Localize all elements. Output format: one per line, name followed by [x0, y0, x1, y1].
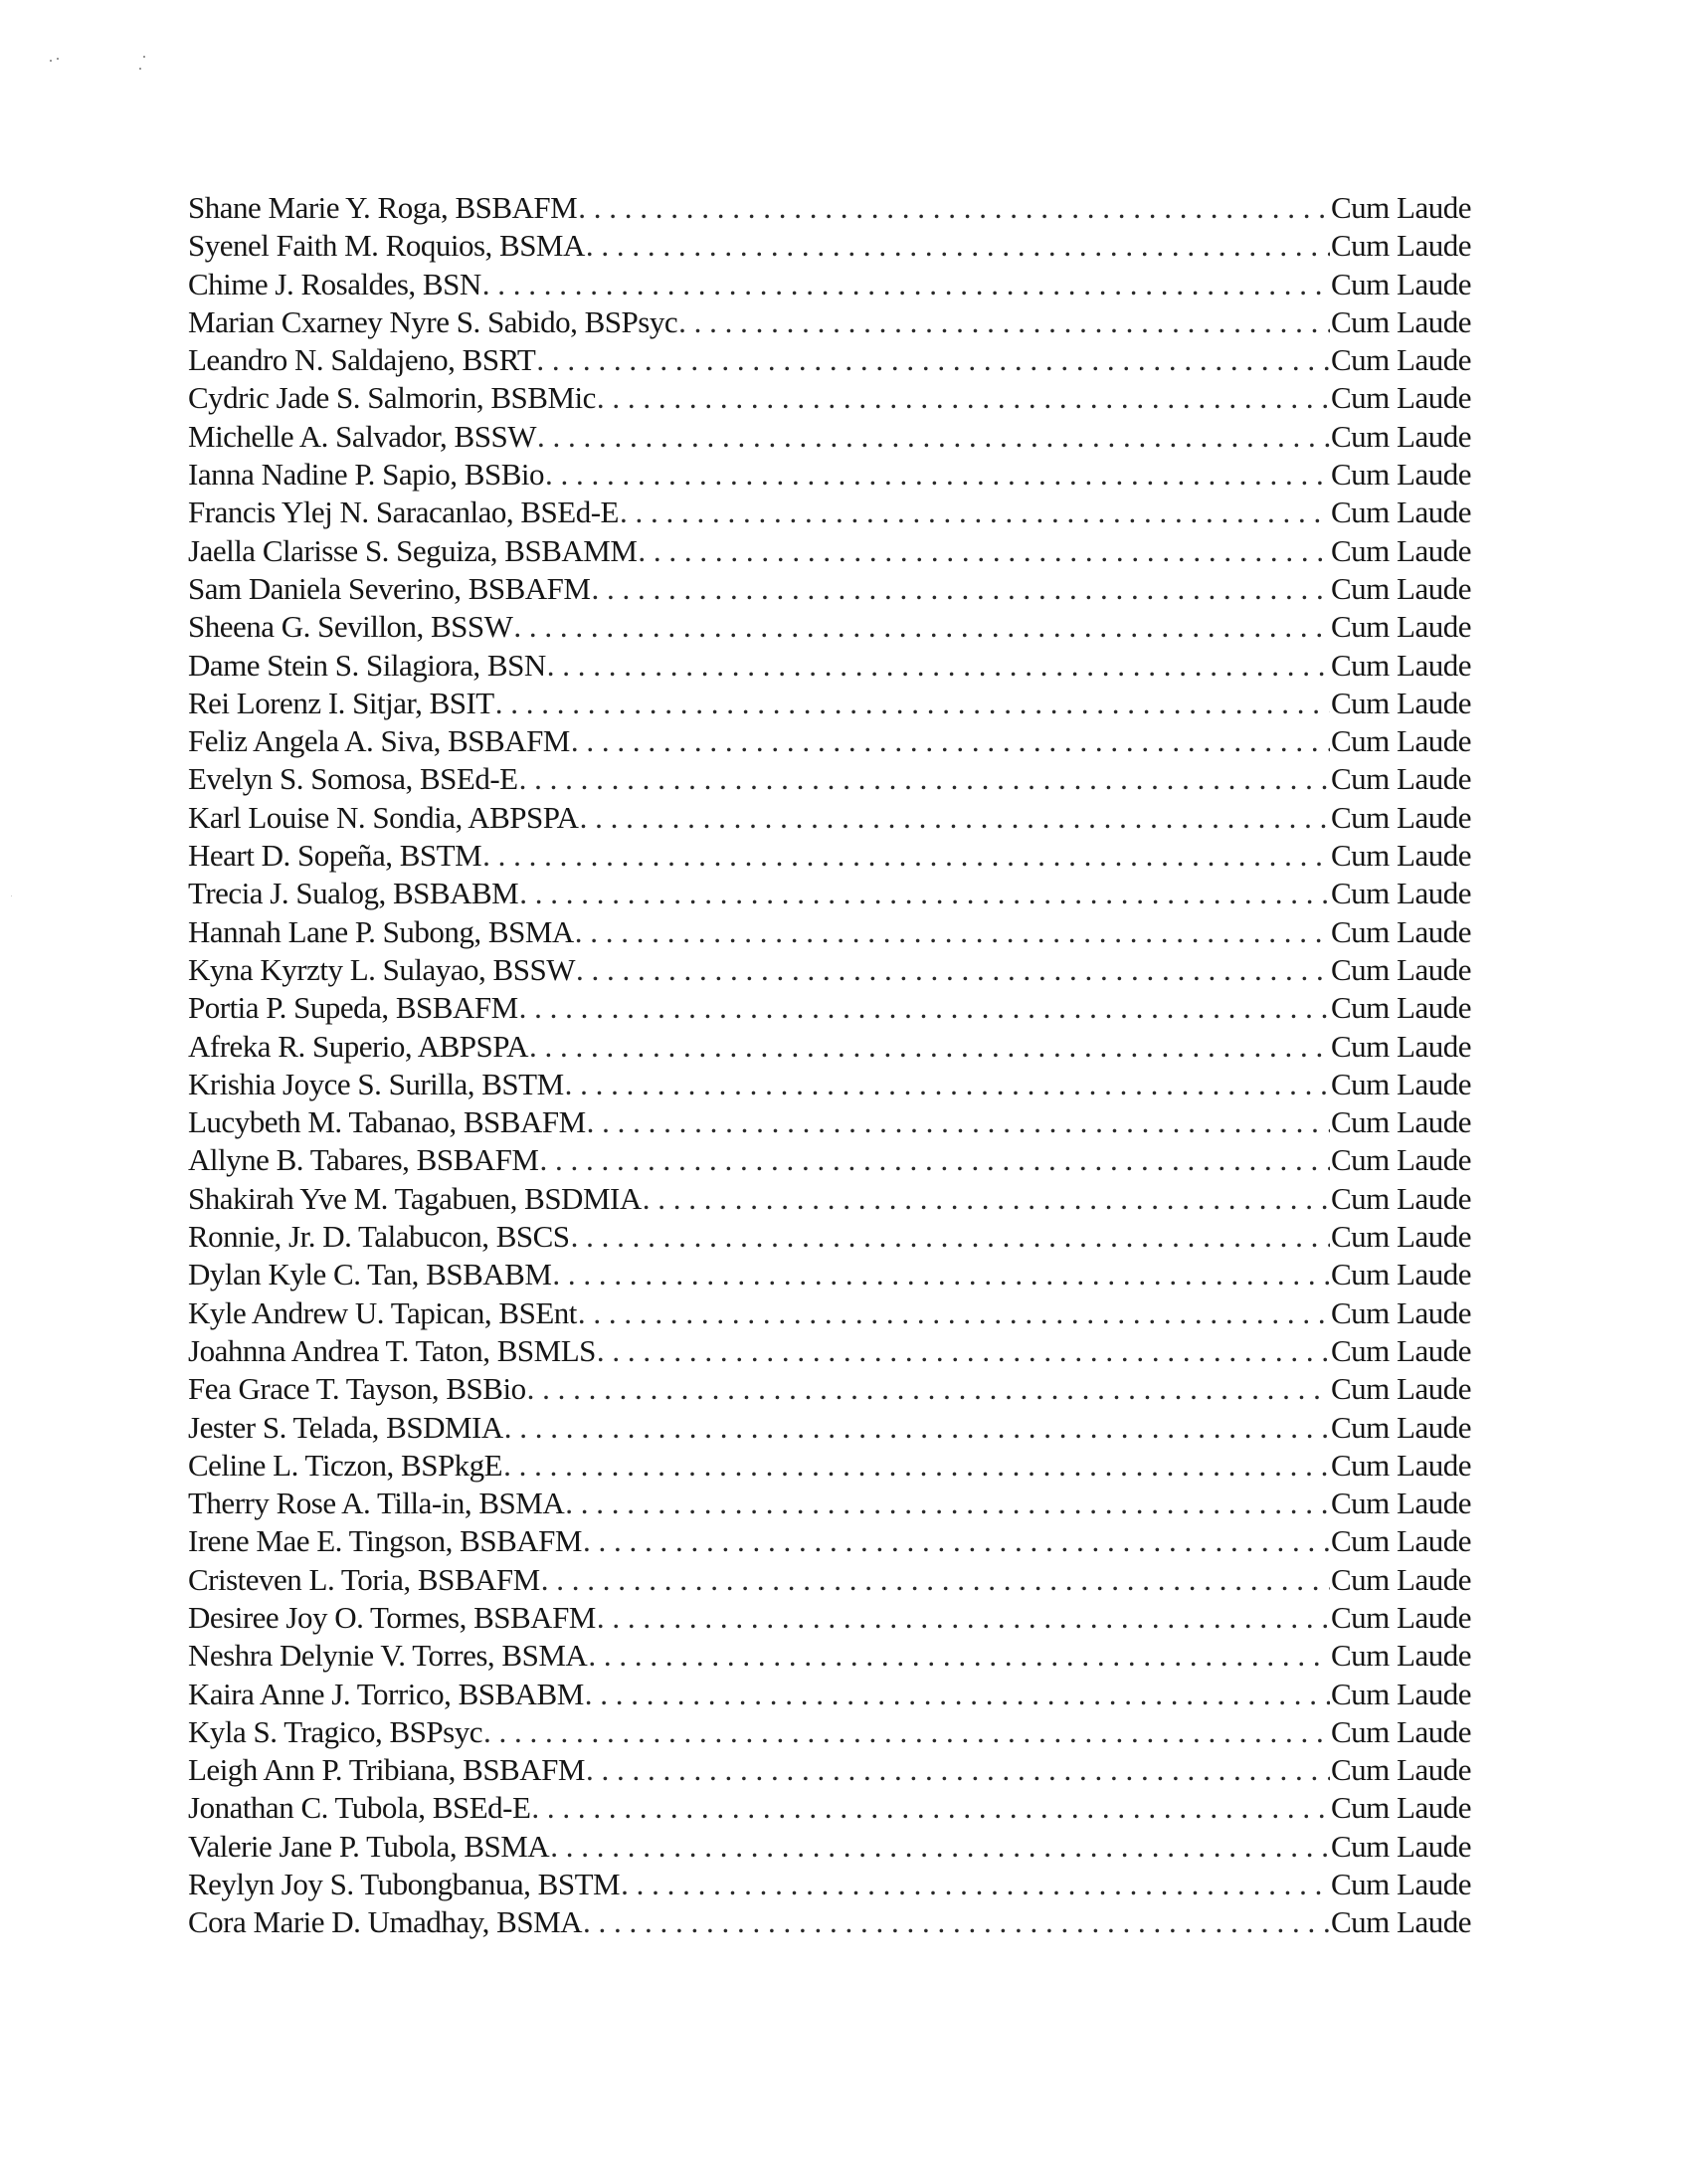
- graduate-name: Portia P. Supeda, BSBAFM: [188, 990, 518, 1026]
- honor-label: Cum Laude: [1331, 1523, 1471, 1559]
- honor-label: Cum Laude: [1331, 532, 1471, 568]
- honor-label: Cum Laude: [1331, 838, 1471, 874]
- graduate-name: Leigh Ann P. Tribiana, BSBAFM: [188, 1752, 585, 1788]
- honor-label: Cum Laude: [1331, 799, 1471, 835]
- dot-leader: [575, 913, 1330, 951]
- dot-leader: [597, 379, 1330, 417]
- honor-label: Cum Laude: [1331, 303, 1471, 339]
- graduate-name: Krishia Joyce S. Surilla, BSTM: [188, 1066, 564, 1101]
- honor-label: Cum Laude: [1331, 913, 1471, 949]
- dot-leader: [571, 722, 1330, 760]
- list-item: [188, 227, 1471, 265]
- graduate-name: Sam Daniela Severino, BSBAFM: [188, 570, 591, 606]
- list-item: [188, 1866, 1471, 1903]
- dot-leader: [580, 799, 1330, 837]
- dot-leader: [539, 1141, 1330, 1179]
- scan-speck: [50, 60, 52, 62]
- honor-label: Cum Laude: [1331, 609, 1471, 645]
- list-item: [188, 1828, 1471, 1866]
- list-item: [188, 418, 1471, 456]
- list-item: [188, 989, 1471, 1027]
- graduate-name: Reylyn Joy S. Tubongbanua, BSTM: [188, 1867, 621, 1902]
- dot-leader: [586, 1751, 1330, 1789]
- list-item: [188, 532, 1471, 570]
- honor-label: Cum Laude: [1331, 1752, 1471, 1788]
- scan-speck: [139, 68, 141, 70]
- honor-label: Cum Laude: [1331, 1180, 1471, 1216]
- honor-label: Cum Laude: [1331, 1409, 1471, 1445]
- dot-leader: [550, 1828, 1330, 1866]
- dot-leader: [588, 1637, 1330, 1675]
- graduate-name: Chime J. Rosaldes, BSN: [188, 266, 481, 301]
- graduate-name: Afreka R. Superio, ABPSPA: [188, 1028, 529, 1064]
- honor-label: Cum Laude: [1331, 1599, 1471, 1635]
- honor-label: Cum Laude: [1331, 418, 1471, 454]
- list-item: [188, 913, 1471, 951]
- honor-label: Cum Laude: [1331, 1371, 1471, 1407]
- list-item: [188, 1522, 1471, 1560]
- graduate-name: Karl Louise N. Sondia, ABPSPA: [188, 799, 579, 835]
- dot-leader: [529, 1028, 1330, 1066]
- graduate-name: Cristeven L. Toria, BSBAFM: [188, 1561, 540, 1597]
- list-item: [188, 799, 1471, 837]
- list-item: [188, 1447, 1471, 1485]
- list-item: [188, 1332, 1471, 1370]
- list-item: [188, 1294, 1471, 1332]
- dot-leader: [585, 1676, 1330, 1713]
- graduate-name: Allyne B. Tabares, BSBAFM: [188, 1142, 539, 1178]
- list-item: [188, 1599, 1471, 1637]
- graduate-name: Cydric Jade S. Salmorin, BSBMic: [188, 380, 596, 416]
- honor-label: Cum Laude: [1331, 342, 1471, 378]
- graduate-name: Ronnie, Jr. D. Talabucon, BSCS: [188, 1219, 570, 1255]
- graduate-name: Dame Stein S. Silagiora, BSN: [188, 647, 546, 683]
- honor-label: Cum Laude: [1331, 1066, 1471, 1101]
- scan-speck: [57, 58, 59, 60]
- dot-leader: [483, 1713, 1330, 1751]
- honor-label: Cum Laude: [1331, 190, 1471, 225]
- list-item: [188, 1789, 1471, 1827]
- graduate-name: Cora Marie D. Umadhay, BSMA: [188, 1904, 583, 1940]
- graduate-name: Kyna Kyrzty L. Sulayao, BSSW: [188, 951, 575, 987]
- honor-label: Cum Laude: [1331, 1828, 1471, 1864]
- list-item: [188, 1713, 1471, 1751]
- dot-leader: [565, 1066, 1330, 1103]
- graduate-name: Jaella Clarisse S. Seguiza, BSBAMM: [188, 532, 638, 568]
- graduate-name: Sheena G. Sevillon, BSSW: [188, 609, 513, 645]
- honor-label: Cum Laude: [1331, 685, 1471, 720]
- dot-leader: [597, 1599, 1330, 1637]
- graduate-name: Shane Marie Y. Roga, BSBAFM: [188, 190, 578, 225]
- honor-label: Cum Laude: [1331, 1447, 1471, 1483]
- list-item: [188, 303, 1471, 341]
- graduate-name: Jester S. Telada, BSDMIA: [188, 1409, 503, 1445]
- honor-label: Cum Laude: [1331, 570, 1471, 606]
- dot-leader: [527, 1370, 1330, 1408]
- honor-label: Cum Laude: [1331, 990, 1471, 1026]
- dot-leader: [597, 1332, 1330, 1370]
- list-item: [188, 1180, 1471, 1218]
- honor-label: Cum Laude: [1331, 1904, 1471, 1940]
- honor-label: Cum Laude: [1331, 457, 1471, 493]
- list-item: [188, 1028, 1471, 1066]
- honor-label: Cum Laude: [1331, 1867, 1471, 1902]
- graduate-name: Kyle Andrew U. Tapican, BSEnt: [188, 1294, 577, 1330]
- dot-leader: [519, 989, 1330, 1027]
- graduate-name: Lucybeth M. Tabanao, BSBAFM: [188, 1104, 586, 1140]
- honor-label: Cum Laude: [1331, 1676, 1471, 1711]
- scan-speck: [143, 56, 145, 58]
- graduate-name: Therry Rose A. Tilla-in, BSMA: [188, 1486, 565, 1521]
- dot-leader: [565, 1485, 1330, 1522]
- dot-leader: [571, 1218, 1330, 1256]
- honor-label: Cum Laude: [1331, 1142, 1471, 1178]
- honor-label: Cum Laude: [1331, 380, 1471, 416]
- graduate-name: Joahnna Andrea T. Taton, BSMLS: [188, 1332, 596, 1368]
- list-item: [188, 685, 1471, 722]
- graduate-name: Trecia J. Sualog, BSBABM: [188, 876, 519, 911]
- dot-leader: [547, 647, 1330, 685]
- graduate-name: Hannah Lane P. Subong, BSMA: [188, 913, 574, 949]
- dot-leader: [482, 266, 1330, 303]
- list-item: [188, 1751, 1471, 1789]
- graduate-name: Shakirah Yve M. Tagabuen, BSDMIA: [188, 1180, 642, 1216]
- honor-label: Cum Laude: [1331, 266, 1471, 301]
- list-item: [188, 837, 1471, 875]
- graduate-name: Fea Grace T. Tayson, BSBio: [188, 1371, 526, 1407]
- graduate-name: Celine L. Ticzon, BSPkgE: [188, 1447, 503, 1483]
- dot-leader: [678, 303, 1330, 341]
- honor-label: Cum Laude: [1331, 951, 1471, 987]
- list-item: [188, 608, 1471, 646]
- dot-leader: [541, 1561, 1330, 1599]
- dot-leader: [537, 418, 1330, 456]
- list-item: [188, 189, 1471, 227]
- honor-label: Cum Laude: [1331, 1104, 1471, 1140]
- honor-label: Cum Laude: [1331, 1638, 1471, 1674]
- graduate-name: Jonathan C. Tubola, BSEd-E: [188, 1790, 531, 1826]
- graduate-name: Irene Mae E. Tingson, BSBAFM: [188, 1523, 582, 1559]
- dot-leader: [545, 456, 1330, 494]
- list-item: [188, 875, 1471, 912]
- honor-label: Cum Laude: [1331, 1332, 1471, 1368]
- list-item: [188, 1903, 1471, 1941]
- list-item: [188, 760, 1471, 798]
- graduate-name: Marian Cxarney Nyre S. Sabido, BSPsyc: [188, 303, 678, 339]
- list-item: [188, 722, 1471, 760]
- list-item: [188, 1485, 1471, 1522]
- honor-label: Cum Laude: [1331, 876, 1471, 911]
- graduate-name: Francis Ylej N. Saracanlao, BSEd-E: [188, 495, 619, 530]
- list-item: [188, 1066, 1471, 1103]
- list-item: [188, 1218, 1471, 1256]
- graduate-name: Syenel Faith M. Roquios, BSMA: [188, 228, 585, 264]
- list-item: [188, 379, 1471, 417]
- graduate-name: Heart D. Sopeña, BSTM: [188, 838, 482, 874]
- graduate-name: Neshra Delynie V. Torres, BSMA: [188, 1638, 588, 1674]
- graduate-name: Michelle A. Salvador, BSSW: [188, 418, 536, 454]
- graduate-name: Leandro N. Saldajeno, BSRT: [188, 342, 536, 378]
- graduate-name: Feliz Angela A. Siva, BSBAFM: [188, 723, 570, 759]
- honor-label: Cum Laude: [1331, 1790, 1471, 1826]
- list-item: [188, 570, 1471, 608]
- dot-leader: [578, 1294, 1330, 1332]
- dot-leader: [578, 189, 1330, 227]
- dot-leader: [552, 1256, 1330, 1293]
- dot-leader: [513, 608, 1330, 646]
- honor-label: Cum Laude: [1331, 647, 1471, 683]
- dot-leader: [583, 1903, 1330, 1941]
- honor-label: Cum Laude: [1331, 723, 1471, 759]
- list-item: [188, 1256, 1471, 1293]
- list-item: [188, 647, 1471, 685]
- list-item: [188, 494, 1471, 531]
- dot-leader: [583, 1522, 1330, 1560]
- dot-leader: [586, 227, 1330, 265]
- graduate-name: Dylan Kyle C. Tan, BSBABM: [188, 1257, 552, 1292]
- dot-leader: [638, 532, 1330, 570]
- graduate-name: Kaira Anne J. Torrico, BSBABM: [188, 1676, 584, 1711]
- scan-speck: [11, 895, 12, 896]
- list-item: [188, 1637, 1471, 1675]
- dot-leader: [519, 760, 1330, 798]
- graduate-name: Evelyn S. Somosa, BSEd-E: [188, 761, 518, 797]
- list-item: [188, 1561, 1471, 1599]
- honor-label: Cum Laude: [1331, 1028, 1471, 1064]
- graduate-name: Ianna Nadine P. Sapio, BSBio: [188, 457, 544, 493]
- dot-leader: [503, 1447, 1330, 1485]
- list-item: [188, 266, 1471, 303]
- dot-leader: [495, 685, 1330, 722]
- list-item: [188, 1409, 1471, 1447]
- list-item: [188, 456, 1471, 494]
- graduate-name: Desiree Joy O. Tormes, BSBAFM: [188, 1599, 596, 1635]
- dot-leader: [504, 1409, 1330, 1447]
- honor-label: Cum Laude: [1331, 761, 1471, 797]
- honor-label: Cum Laude: [1331, 1219, 1471, 1255]
- list-item: [188, 341, 1471, 379]
- honor-label: Cum Laude: [1331, 1486, 1471, 1521]
- graduate-name: Valerie Jane P. Tubola, BSMA: [188, 1828, 550, 1864]
- list-item: [188, 1141, 1471, 1179]
- list-item: [188, 951, 1471, 989]
- graduate-name: Rei Lorenz I. Sitjar, BSIT: [188, 685, 494, 720]
- dot-leader: [536, 341, 1330, 379]
- list-item: [188, 1370, 1471, 1408]
- honor-label: Cum Laude: [1331, 228, 1471, 264]
- dot-leader: [643, 1180, 1330, 1218]
- honor-label: Cum Laude: [1331, 495, 1471, 530]
- honor-label: Cum Laude: [1331, 1561, 1471, 1597]
- dot-leader: [482, 837, 1330, 875]
- dot-leader: [576, 951, 1330, 989]
- dot-leader: [519, 875, 1330, 912]
- honor-label: Cum Laude: [1331, 1713, 1471, 1749]
- honor-label: Cum Laude: [1331, 1257, 1471, 1292]
- honor-label: Cum Laude: [1331, 1294, 1471, 1330]
- dot-leader: [592, 570, 1331, 608]
- graduate-name: Kyla S. Tragico, BSPsyc: [188, 1713, 482, 1749]
- list-item: [188, 1103, 1471, 1141]
- list-item: [188, 1676, 1471, 1713]
- dot-leader: [620, 494, 1330, 531]
- dot-leader: [587, 1103, 1330, 1141]
- dot-leader: [531, 1789, 1330, 1827]
- honor-list: [188, 189, 1471, 1942]
- dot-leader: [621, 1866, 1330, 1903]
